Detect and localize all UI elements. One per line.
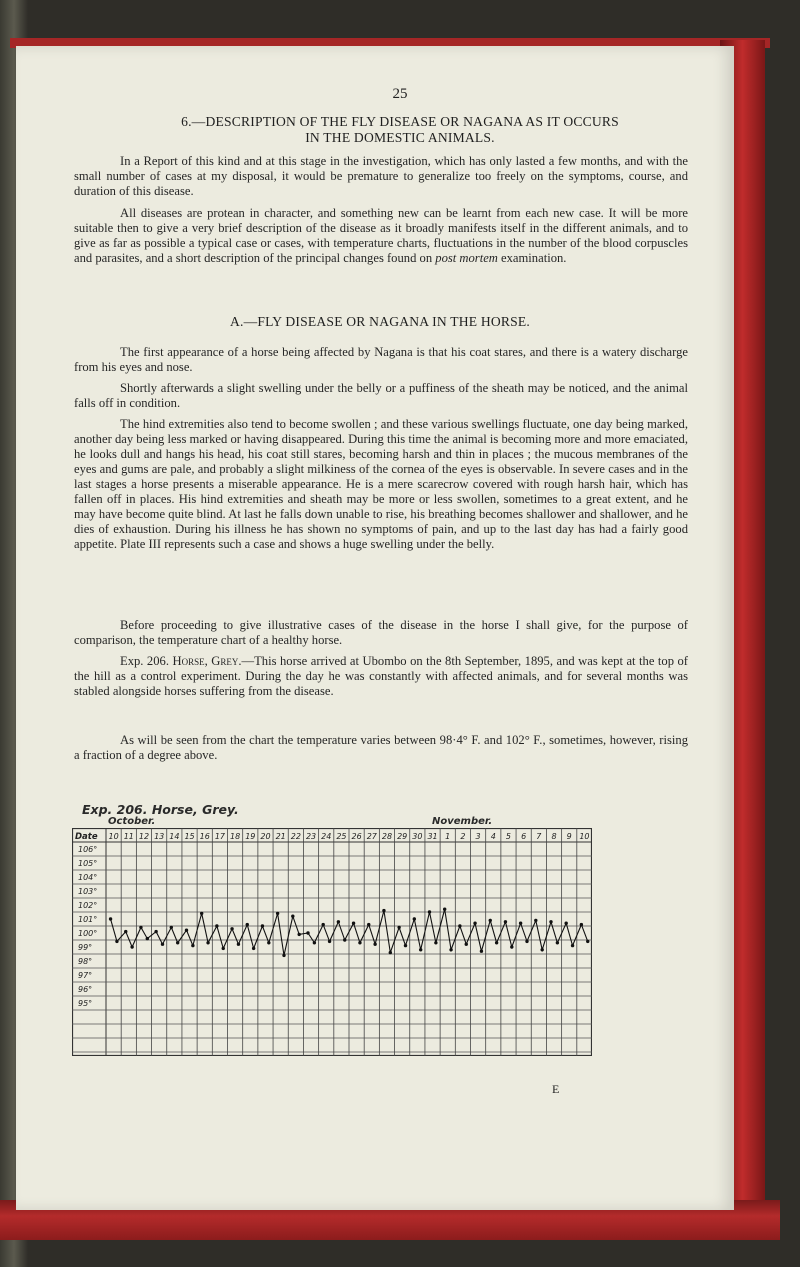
temperature-point xyxy=(237,943,240,946)
chart-x-tick-label: 14 xyxy=(169,832,180,841)
chart-y-tick-label: 96° xyxy=(78,985,93,994)
temperature-point xyxy=(397,926,400,929)
temperature-point xyxy=(389,951,392,954)
chart-x-tick-label: 28 xyxy=(381,832,393,841)
temperature-point xyxy=(443,908,446,911)
chart-y-tick-label: 103° xyxy=(78,887,98,896)
chart-y-tick-label: 106° xyxy=(78,845,98,854)
temperature-point xyxy=(282,954,285,957)
temperature-point xyxy=(458,924,461,927)
chart-y-tick-label: 105° xyxy=(78,859,98,868)
chart-x-tick-label: 24 xyxy=(321,832,332,841)
temperature-point xyxy=(343,938,346,941)
heading-line-2: IN THE DOMESTIC ANIMALS. xyxy=(305,130,495,145)
temperature-point xyxy=(139,926,142,929)
temperature-point xyxy=(586,940,589,943)
paragraph-1 xyxy=(74,154,688,199)
temperature-point xyxy=(367,923,370,926)
chart-x-tick-label: 4 xyxy=(490,832,496,841)
paragraph-6-text: Before proceeding to give illustrative cases of the disease in the horse I shall give, for the purpose of comparison, the temperature chart of a healthy horse. xyxy=(74,618,688,647)
chart-x-tick-label: 25 xyxy=(336,832,347,841)
chart-y-tick-label: 100° xyxy=(78,929,98,938)
paragraph-2 xyxy=(74,206,688,266)
paragraph-7-lead: Exp. 206. xyxy=(120,654,173,668)
temperature-point xyxy=(525,940,528,943)
temperature-point xyxy=(434,941,437,944)
temperature-point xyxy=(306,931,309,934)
temperature-point xyxy=(480,950,483,953)
chart-corner-label: Date xyxy=(75,832,98,842)
temperature-point xyxy=(382,909,385,912)
temperature-point xyxy=(358,941,361,944)
temperature-point xyxy=(419,948,422,951)
temperature-point xyxy=(328,940,331,943)
chart-x-tick-label: 5 xyxy=(505,832,512,841)
chart-y-tick-label: 97° xyxy=(78,971,93,980)
temperature-point xyxy=(124,930,127,933)
paragraph-7 xyxy=(74,654,688,699)
paragraph-5 xyxy=(74,417,688,552)
temperature-point xyxy=(291,915,294,918)
temperature-point xyxy=(206,941,209,944)
paragraph-6 xyxy=(74,618,688,648)
chart-x-tick-label: 15 xyxy=(184,832,195,841)
temperature-point xyxy=(176,941,179,944)
paragraph-8-text: As will be seen from the chart the temperature varies between 98·4° F. and 102° F., sometimes, however, rising a fraction of a degree above. xyxy=(74,733,688,762)
temperature-chart xyxy=(72,828,592,1056)
plate-letter: E xyxy=(552,1082,560,1096)
paragraph-1-text: In a Report of this kind and at this stage in the investigation, which has only lasted a few months, and with the small number of cases at my disposal, it would be premature to generalize too freely on the symptoms, course, and duration of this disease. xyxy=(74,154,688,198)
temperature-point xyxy=(185,929,188,932)
chart-y-tick-label: 95° xyxy=(78,999,93,1008)
temperature-point xyxy=(161,943,164,946)
chart-month-november: November. xyxy=(432,816,493,827)
temperature-point xyxy=(154,930,157,933)
temperature-point xyxy=(504,920,507,923)
temperature-point xyxy=(170,926,173,929)
temperature-point xyxy=(313,941,316,944)
temperature-point xyxy=(404,944,407,947)
paragraph-2-text: All diseases are protean in character, and something new can be learnt from each new case. It will be more suitable then to give a very brief description of the disease as it broadly manifests itself in the different animals, and to give as far as possible a typical case or cases, with temperature charts, fluctuations in the number of the blood corpuscles and parasites, and a short description of the principal changes found on xyxy=(74,206,688,265)
chart-x-tick-label: 18 xyxy=(230,832,241,841)
chart-x-tick-label: 26 xyxy=(351,832,362,841)
temperature-point xyxy=(564,922,567,925)
heading-line-1: 6.—DESCRIPTION OF THE FLY DISEASE OR NAGANA AS IT OCCURS xyxy=(181,114,619,129)
temperature-point xyxy=(373,943,376,946)
temperature-point xyxy=(519,922,522,925)
paragraph-2-emphasis: post mortem xyxy=(435,251,498,265)
temperature-point xyxy=(428,910,431,913)
chart-x-tick-label: 29 xyxy=(397,832,408,841)
chart-x-tick-label: 9 xyxy=(566,832,572,841)
temperature-point xyxy=(540,948,543,951)
chart-x-tick-label: 10 xyxy=(579,832,590,841)
temperature-point xyxy=(449,948,452,951)
chart-x-tick-label: 22 xyxy=(290,832,301,841)
chart-x-tick-label: 3 xyxy=(475,832,481,841)
chart-x-tick-label: 31 xyxy=(427,832,438,841)
chart-x-tick-label: 19 xyxy=(245,832,256,841)
chart-x-tick-label: 27 xyxy=(366,832,377,841)
temperature-point xyxy=(191,944,194,947)
temperature-point xyxy=(352,922,355,925)
temperature-point xyxy=(109,917,112,920)
temperature-point xyxy=(413,917,416,920)
temperature-point xyxy=(222,947,225,950)
chart-x-tick-label: 20 xyxy=(260,832,271,841)
temperature-point xyxy=(252,947,255,950)
temperature-point xyxy=(549,920,552,923)
chart-x-tick-label: 2 xyxy=(460,832,466,841)
temperature-point xyxy=(495,941,498,944)
paragraph-7-smallcaps: Horse, Grey xyxy=(172,654,239,668)
chart-y-tick-label: 99° xyxy=(78,943,93,952)
temperature-point xyxy=(534,919,537,922)
temperature-point xyxy=(130,945,133,948)
temperature-point xyxy=(267,941,270,944)
temperature-point xyxy=(246,923,249,926)
chart-x-tick-label: 30 xyxy=(412,832,423,841)
chart-x-tick-label: 11 xyxy=(123,832,134,841)
temperature-point xyxy=(489,919,492,922)
chart-x-tick-label: 23 xyxy=(305,832,317,841)
paragraph-5-text: The hind extremities also tend to become swollen ; and these various swellings fluctuate, one day being marked, another day being less marked or having disappeared. During this time the animal is becoming more and more emaciated, he looks dull and hangs his head, his coat still stares, becoming harsh and thin in places ; the mucous membranes of the eyes and gums are pale, and probably a slight milkiness of the cornea of the eyes is observable. In severe cases and in the last stages a horse presents a miserable appearance. He is a mere scarecrow covered with rough harsh hair, which has fallen off in places. His hind extremities and sheath may be more or less swollen, sometimes to a great extent, and he may have become quite blind. At last he falls down unable to rise, his breathing becomes shallower and shallower, and he dies of exhaustion. During his illness he has shown no symptoms of pain, and up to the last day has had a fairly good appetite. Plate III represents such a case and shows a huge swelling under the belly. xyxy=(74,417,688,551)
chart-y-tick-label: 98° xyxy=(78,957,93,966)
paragraph-8 xyxy=(74,733,688,763)
paragraph-4-text: Shortly afterwards a slight swelling under the belly or a puffiness of the sheath may be noticed, and the animal falls off in condition. xyxy=(74,381,688,410)
chart-x-tick-label: 21 xyxy=(275,832,286,841)
chart-x-tick-label: 12 xyxy=(138,832,150,841)
temperature-chart-svg xyxy=(72,828,592,1056)
chart-x-tick-label: 13 xyxy=(154,832,165,841)
chart-x-tick-label: 10 xyxy=(108,832,119,841)
paragraph-2-end: examination. xyxy=(497,251,567,265)
temperature-point xyxy=(556,941,559,944)
chart-y-tick-label: 104° xyxy=(78,873,98,882)
temperature-point xyxy=(276,912,279,915)
paragraph-4 xyxy=(74,381,688,411)
chart-y-tick-label: 101° xyxy=(78,915,98,924)
temperature-point xyxy=(473,922,476,925)
paragraph-3 xyxy=(74,345,688,375)
chart-y-tick-label: 102° xyxy=(78,901,98,910)
temperature-point xyxy=(115,940,118,943)
section-heading xyxy=(40,114,760,146)
temperature-point xyxy=(465,943,468,946)
temperature-point xyxy=(215,924,218,927)
temperature-point xyxy=(230,927,233,930)
chart-title: Exp. 206. Horse, Grey. xyxy=(82,802,239,817)
subheading: A.—FLY DISEASE OR NAGANA IN THE HORSE. xyxy=(229,314,531,329)
temperature-point xyxy=(580,923,583,926)
page-number: 25 xyxy=(392,86,408,102)
temperature-point xyxy=(200,912,203,915)
chart-x-tick-label: 8 xyxy=(551,832,557,841)
temperature-point xyxy=(510,945,513,948)
chart-x-tick-label: 16 xyxy=(199,832,210,841)
chart-x-tick-label: 17 xyxy=(214,832,225,841)
temperature-point xyxy=(337,920,340,923)
chart-month-october: October. xyxy=(108,816,156,827)
temperature-point xyxy=(297,933,300,936)
chart-x-tick-label: 6 xyxy=(521,832,527,841)
chart-x-tick-label: 7 xyxy=(536,832,542,841)
temperature-point xyxy=(261,924,264,927)
temperature-point xyxy=(571,944,574,947)
paragraph-3-text: The first appearance of a horse being affected by Nagana is that his coat stares, and there is a watery discharge from his eyes and nose. xyxy=(74,345,688,374)
temperature-point xyxy=(321,923,324,926)
paragraph-7-text: .—This horse arrived at Ubombo on the 8th September, 1895, and was kept at the top of the hill as a control experiment. During the day he was constantly with affected animals, and for several months was stabled alongside horses suffering from the disease. xyxy=(74,654,689,698)
temperature-point xyxy=(146,937,149,940)
chart-x-tick-label: 1 xyxy=(445,832,451,841)
